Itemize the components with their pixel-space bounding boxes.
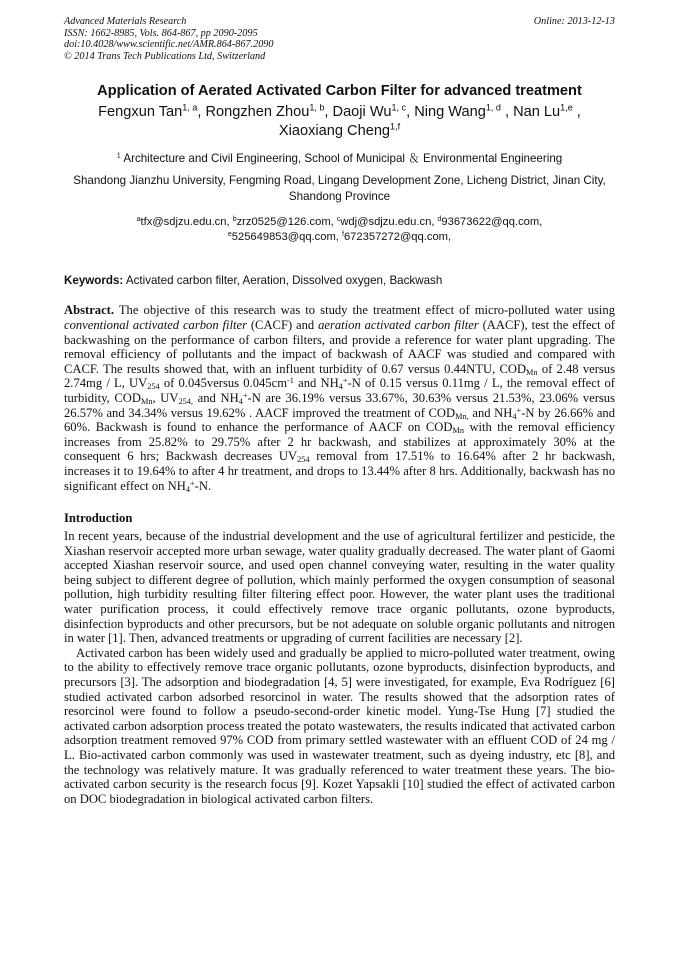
paper-title: Application of Aerated Activated Carbon Filter for advanced treatment — [97, 83, 582, 100]
author-2: Rongzhen Zhou$^{1, b}$, — [205, 102, 333, 121]
affiliation-line-1: $^1$ Architecture and Civil Engineering, School of Municipal ＆ Environmental Engineering — [116, 151, 563, 166]
author-5: Nan Lu$^{1,e}$ , — [513, 102, 581, 121]
issn-line: ISSN: 1662-8985, Vols. 864-867, pp 2090-2095 — [64, 27, 258, 39]
author-1: Fengxun Tan$^{1, a}$, — [98, 102, 206, 121]
doi-line: doi:10.4028/www.scientific.net/AMR.864-867.2090 — [64, 39, 274, 51]
abstract-label: Abstract. — [64, 303, 115, 318]
author-list — [64, 103, 615, 141]
email-5[interactable]: $^e$525649853@qq.com — [227, 231, 336, 244]
section-heading-introduction: Introduction — [64, 511, 133, 526]
keywords-label: Keywords: — [64, 274, 124, 288]
email-2[interactable]: $^b$zrz0525@126.com — [232, 216, 331, 229]
intro-paragraph-1: In recent years, because of the industrial development and the use of agricultural fertilizer and pesticide, the Xiashan reservoir accepted more urban sewage, water quality gradually decreased. The water plant of Gaomi accepted Xiashan reservoir source, and used open channel conveying water, resulting in the water quality being subject to different degree of pollution, which mainly performed the oxygen consumption of seasonal pollution, high turbidity resulting filter filtering effect poor. However, the water plant uses the traditional water purification process, it could effectively remove trace organic pollutants, ozone byproducts, disinfection byproducts and other precursors, but be not adequate on soluble organic pollutants and nitrogen in water [1]. Then, advanced treatments or upgrading of current facilities are necessary [2]. — [64, 529, 615, 646]
email-1[interactable]: $^a$tfx@sdjzu.edu.cn — [136, 216, 227, 229]
copyright-line: © 2014 Trans Tech Publications Ltd, Switzerland — [64, 50, 266, 62]
email-list: $^a$tfx@sdjzu.edu.cn, $^b$zrz0525@126.com, $^c$wdj@sdjzu.edu.cn, $^d$93673622@qq.com, $^e$525649853@qq.com, $^f$672357272@qq.com, — [136, 216, 543, 244]
intro-paragraph-2: Activated carbon has been widely used and gradually be applied to micro-polluted water treatment, owing to the ability to effectively remove trace organic pollutants, ozone byproducts, disinfection byproducts, and precursors [3]. The adsorption and biodegradation [4, 5] were investigated, for example, Eva Rodríguez [6] studied activated carbon adsorbed resorcinol in water. The results showed that the adsorption rates of resorcinol were found to follow a pseudo-second-order kinetic model. Yung-Tse Hung [7] studied the activated carbon adsorption process treated the potato wastewaters, the results indicated that activated carbon adsorption treatment removed 97% COD from primary settled wastewater with an effluent COD of 24 mg / L. Bio-activated carbon commonly was used in wastewater treatment, such as dyeing industry, etc [8], and the technology was relatively mature. It was gradually referenced to water treatment these years. The bio-activated carbon security is the research focus [9]. Kozet Yapsakli [10] studied the effect of activated carbon on DOC biodegradation in biological activated carbon filters. — [64, 645, 615, 806]
email-6[interactable]: $^f$672357272@qq.com — [342, 231, 448, 244]
keywords-line — [64, 273, 615, 288]
online-date: Online: 2013-12-13 — [533, 16, 615, 27]
paper-page — [64, 16, 615, 806]
affiliation-line-2: Shandong Jianzhu University, Fengming Road, Lingang Development Zone, Licheng District, Jinan City, Shandong Province — [73, 174, 606, 204]
journal-header — [64, 16, 615, 62]
journal-name: Advanced Materials Research — [64, 16, 187, 27]
author-6: Xiaoxiang Cheng$^{1,f}$ — [278, 121, 401, 140]
abstract-paragraph: Abstract. The objective of this research was to study the treatment effect of micro-polluted water using conventional activated carbon filter (CACF) and aeration activated carbon filter (AACF), test the effect of backwashing on the performance of carbon filters, and provide a reference for water plant upgrading. The removal efficiency of pollutants and the impact of backwash of AACF was studied and compared with CACF. The results showed that, with an influent turbidity of 0.67 versus 0.44NTU, $COD_{Mn}$ of 2.48 versus 2.74mg / L, $UV_{254}$ of 0.045versus $0.045cm^{-1}$ and $NH_4^+-N$ of 0.15 versus 0.11mg / L, the removal effect of turbidity, $COD_{Mn}$, $UV_{254,}$ and $NH_4^+-N$ are 36.19% versus 33.67%, 30.63% versus 21.53%, 23.06% versus 26.57% and 34.34% versus 19.62% . AACF improved the treatment of $COD_{Mn,}$ and $NH_4^+-N$ by 26.66% and 60%. Backwash is found to enhance the performance of AACF on $COD_{Mn}$ with the removal efficiency increases from 25.82% to 29.75% after 2 hr backwash, and stabilizes at approximately 30% at the consequent 6 hrs; Backwash decreases $UV_{254}$ removal from 17.51% to 16.64% after 2 hr backwash, increases it to 19.64% to after 4 hr treatment, and drops to 13.44% after 8 hrs. Additionally, backwash has no significant effect on $NH_4^+-N$. — [64, 303, 616, 494]
email-3[interactable]: $^c$wdj@sdjzu.edu.cn — [336, 216, 432, 229]
email-4[interactable]: $^d$93673622@qq.com — [437, 216, 540, 229]
keywords-text: Activated carbon filter, Aeration, Dissolved oxygen, Backwash — [123, 274, 443, 288]
author-3: Daoji Wu$^{1, c}$, — [332, 102, 415, 121]
author-4: Ning Wang$^{1, d}$ , — [414, 102, 514, 121]
